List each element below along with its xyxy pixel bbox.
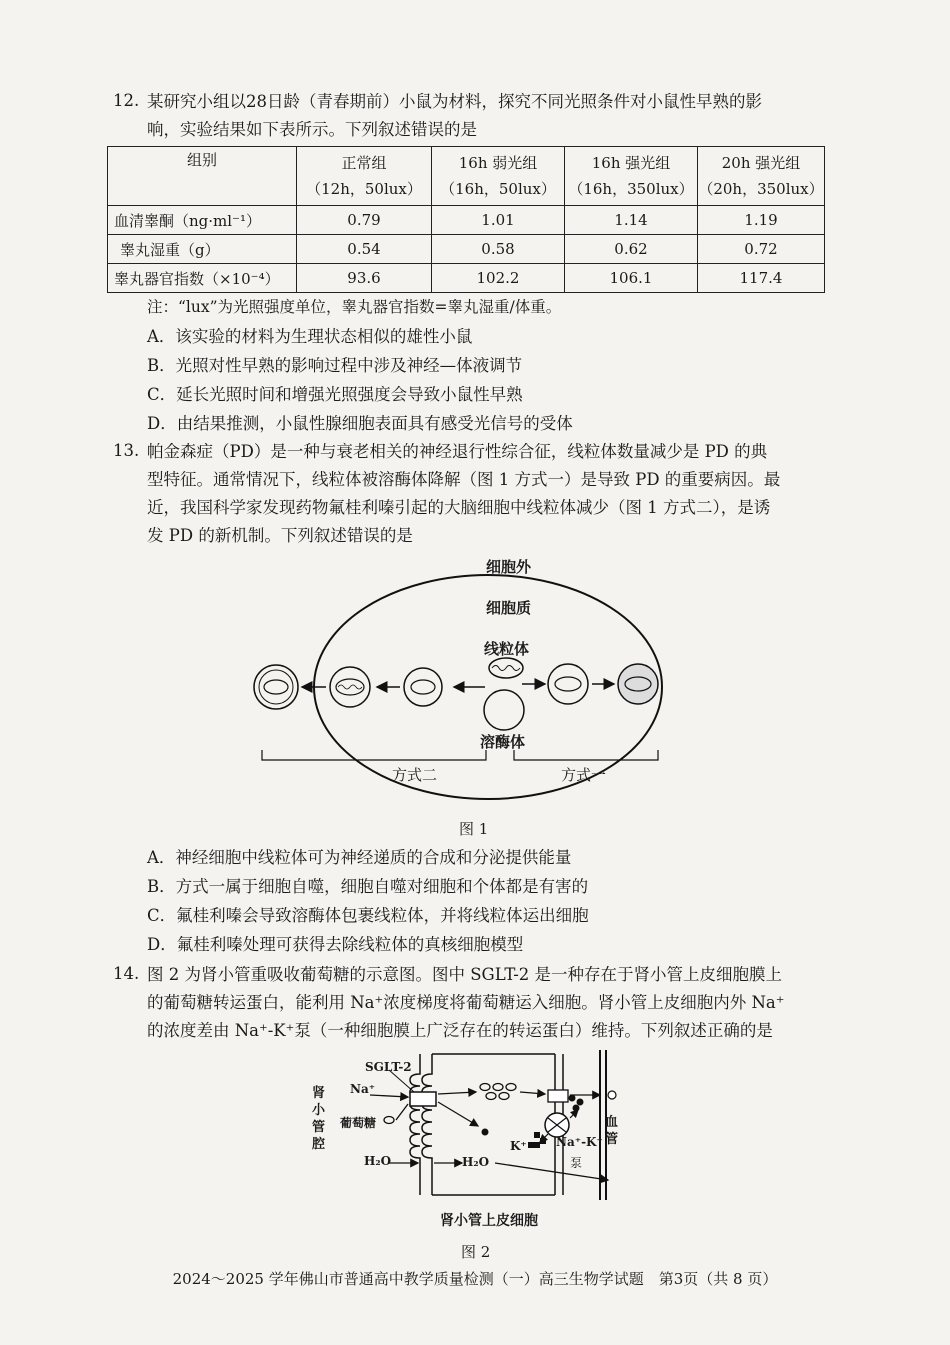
question-13-option-a[interactable]: A．神经细胞中线粒体可为神经递质的合成和分泌提供能量 [147, 848, 572, 867]
table-row [108, 264, 825, 293]
col-name: 16h 弱光组 [458, 154, 538, 172]
bracket-pathway-2 [262, 750, 486, 760]
question-14-stem-line-3: 的浓度差由 Na⁺-K⁺泵（一种细胞膜上广泛存在的转运蛋白）维持。下列叙述正确的是 [147, 1021, 773, 1040]
page-footer: 2024～2025 学年佛山市普通高中教学质量检测（一）高三生物学试题 第3页（共 8 页） [172, 1270, 778, 1288]
bracket-pathway-1 [514, 750, 658, 760]
figure-2-label-pump-line-2: 泵 [570, 1156, 583, 1170]
cell-brush-border [410, 1054, 420, 1195]
question-13-stem-line-3: 近，我国科学家发现药物氟桂利嗪引起的大脑细胞中线粒体减少（图 1 方式二），是诱 [147, 498, 771, 517]
figure-2-label-lumen-3: 管 [312, 1120, 326, 1135]
col-name: 16h 强光组 [591, 154, 671, 172]
question-13-stem-line-4: 发 PD 的新机制。下列叙述错误的是 [147, 526, 413, 545]
figure-1-label-pathway-2: 方式二 [392, 766, 438, 784]
figure-2-label-sglt-2: SGLT-2 [365, 1060, 412, 1074]
question-13-option-c[interactable]: C．氟桂利嗪会导致溶酶体包裹线粒体，并将线粒体运出细胞 [147, 906, 589, 925]
table-cell: 117.4 [698, 264, 825, 293]
table-cell: 1.14 [565, 206, 698, 235]
table-cell: 102.2 [432, 264, 565, 293]
sglt-2-transporter-icon [410, 1092, 436, 1106]
table-row [108, 206, 825, 235]
question-13-stem-line-2: 型特征。通常情况下，线粒体被溶酶体降解（图 1 方式一）是导致 PD 的重要病因。最 [147, 470, 781, 489]
lysosome-icon [484, 690, 524, 730]
mitochondrion-icon [489, 658, 523, 678]
figure-2-label-vessel-1: 血 [605, 1115, 619, 1130]
table-col-20h-strong [698, 147, 825, 206]
table-header-group: 组别 [108, 147, 297, 206]
col-condition: （16h，350lux） [568, 180, 694, 198]
table-col-16h-weak [432, 147, 565, 206]
row-label: 睾丸湿重（g） [108, 235, 297, 264]
question-12-number: 12. [113, 91, 140, 110]
figure-2-label-lumen-2: 小 [312, 1103, 326, 1118]
glucose-molecules-icon [384, 1084, 516, 1124]
figure-1-label-outside: 细胞外 [486, 558, 532, 576]
question-12-option-a[interactable]: A．该实验的材料为生理状态相似的雄性小鼠 [147, 327, 473, 346]
question-13-number: 13. [113, 441, 140, 460]
table-cell: 1.01 [432, 206, 565, 235]
mitochondrion-in-vesicle-icon [548, 664, 588, 704]
question-13-option-d[interactable]: D．氟桂利嗪处理可获得去除线粒体的真核细胞模型 [147, 935, 524, 954]
figure-1-label-cytoplasm: 细胞质 [486, 599, 532, 617]
figure-2-caption: 图 2 [461, 1243, 491, 1261]
question-12-option-c[interactable]: C．延长光照时间和增强光照强度会导致小鼠性早熟 [147, 385, 523, 404]
potassium-ions-icon [528, 1132, 546, 1148]
question-12-note: 注：“lux”为光照强度单位，睾丸器官指数=睾丸湿重/体重。 [147, 298, 562, 316]
table-cell: 0.72 [698, 235, 825, 264]
figure-2-label-h2o-left: H₂O [364, 1154, 392, 1168]
question-12-stem-line-2: 响，实验结果如下表所示。下列叙述错误的是 [147, 120, 477, 139]
figure-2-label-na: Na⁺ [350, 1082, 376, 1096]
table-cell: 93.6 [297, 264, 432, 293]
figure-2-label-k: K⁺ [510, 1139, 527, 1153]
figure-1-caption: 图 1 [459, 820, 489, 838]
col-name: 正常组 [341, 154, 387, 172]
question-13-option-b[interactable]: B．方式一属于细胞自噬，细胞自噬对细胞和个体都是有害的 [147, 877, 589, 896]
figure-2-label-lumen-4: 腔 [312, 1137, 326, 1152]
mitochondrion-in-vesicle-icon [254, 665, 298, 709]
figure-2-label-h2o-right: H₂O [462, 1155, 490, 1169]
col-condition: （12h，50lux） [306, 180, 422, 198]
question-13-stem-line-1: 帕金森症（PD）是一种与衰老相关的神经退行性综合征，线粒体数量减少是 PD 的典 [147, 442, 768, 461]
figure-1-label-pathway-1: 方式一 [561, 766, 607, 784]
col-condition: （16h，50lux） [440, 180, 556, 198]
table-cell: 0.58 [432, 235, 565, 264]
figure-2-label-cell: 肾小管上皮细胞 [440, 1213, 538, 1229]
question-12-stem-line-1: 某研究小组以28日龄（青春期前）小鼠为材料，探究不同光照条件对小鼠性早熟的影 [147, 92, 762, 111]
table-col-16h-strong [565, 147, 698, 206]
question-12-option-d[interactable]: D．由结果推测，小鼠性腺细胞表面具有感受光信号的受体 [147, 414, 573, 433]
table-cell: 106.1 [565, 264, 698, 293]
figure-2-label-pump-line-1: Na⁺-K⁺ [556, 1135, 603, 1149]
figure-2-label-glucose: 葡萄糖 [340, 1116, 377, 1130]
figure-2-label-vessel-2: 管 [605, 1132, 619, 1147]
question-14-number: 14. [113, 964, 140, 983]
col-name: 20h 强光组 [721, 154, 801, 172]
table-col-normal [297, 147, 432, 206]
table-cell: 0.79 [297, 206, 432, 235]
table-cell: 0.62 [565, 235, 698, 264]
table-cell: 0.54 [297, 235, 432, 264]
question-12-table [107, 146, 825, 293]
glucose-transporter-icon [548, 1090, 568, 1102]
table-cell: 1.19 [698, 206, 825, 235]
row-label: 睾丸器官指数（×10⁻⁴） [108, 264, 297, 293]
figure-1-label-lysosome: 溶酶体 [480, 733, 526, 751]
row-label: 血清睾酮（ng·ml⁻¹） [108, 206, 297, 235]
question-14-stem-line-1: 图 2 为肾小管重吸收葡萄糖的示意图。图中 SGLT-2 是一种存在于肾小管上皮细胞膜上 [147, 965, 783, 984]
mitochondrion-in-vesicle-icon [404, 668, 442, 706]
table-row [108, 235, 825, 264]
mitochondrion-in-vesicle-icon [330, 667, 370, 707]
col-condition: （20h，350lux） [698, 180, 824, 198]
figure-1-label-mitochondria: 线粒体 [484, 640, 530, 658]
figure-2-label-lumen-1: 肾 [312, 1086, 326, 1101]
question-14-stem-line-2: 的葡萄糖转运蛋白，能利用 Na⁺浓度梯度将葡萄糖运入细胞。肾小管上皮细胞内外 Na⁺ [147, 993, 785, 1012]
question-12-option-b[interactable]: B．光照对性早熟的影响过程中涉及神经—体液调节 [147, 356, 523, 375]
mitochondrion-in-vesicle-icon [618, 664, 658, 704]
figure-1-diagram [240, 550, 700, 820]
